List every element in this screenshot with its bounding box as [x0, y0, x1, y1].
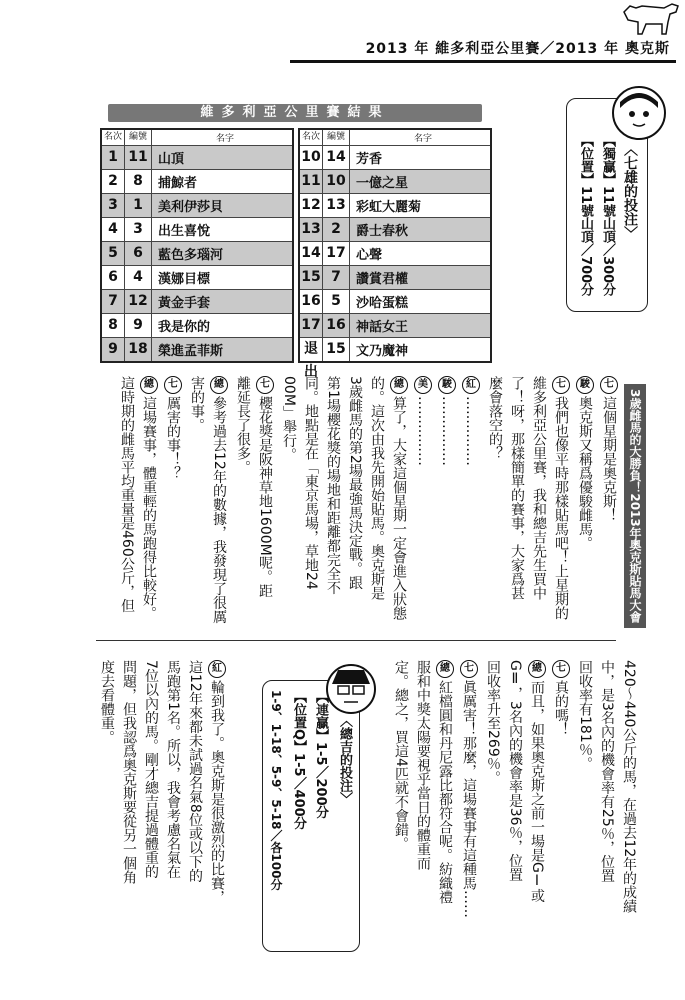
table-row	[102, 194, 292, 218]
dialogue-line	[96, 660, 228, 904]
speaker-icon: 總	[210, 376, 228, 394]
rank-cell: 6	[102, 266, 125, 289]
speaker-icon: 紅	[208, 660, 226, 678]
horse-icon	[620, 0, 682, 36]
results-table-left	[100, 128, 294, 363]
name-cell: 讚賞君權	[356, 272, 409, 287]
dialogue-text: 參考過去12年的數據，我發現了很厲 害的事。	[189, 376, 227, 624]
name-cell: 美利伊莎貝	[158, 200, 224, 215]
name-cell: 黃金手套	[158, 296, 211, 311]
dialogue-line	[186, 376, 230, 624]
number-cell: 14	[323, 146, 350, 169]
dialogue-text: 這場賽事，體重輕的馬跑得比較好。 這時期的雌馬平均重量是460公斤，但	[119, 376, 157, 620]
number-cell: 13	[323, 194, 350, 217]
dialogue-line	[232, 376, 276, 598]
name-cell: 山頂	[158, 152, 185, 167]
speaker-icon: 七	[164, 376, 182, 394]
pick-sou-line1: 【連贏】1-5／200分	[313, 690, 328, 819]
rank-cell: 17	[300, 314, 323, 337]
table-row	[102, 218, 292, 242]
dialogue-line	[482, 660, 548, 903]
number-cell: 1	[125, 194, 152, 217]
dialogue-line	[550, 660, 572, 736]
col-num: 編號	[125, 130, 152, 145]
rank-cell: 8	[102, 314, 125, 337]
avatar-sou	[326, 664, 376, 714]
table-row	[300, 194, 490, 218]
pick-seven-place: 【位置】11號山頂／700分	[578, 134, 593, 297]
dialogue-line	[278, 376, 410, 620]
speaker-icon: 七	[256, 376, 274, 394]
speaker-icon: 駿	[576, 376, 594, 394]
name-cell: 捕鯨者	[158, 176, 198, 191]
dialogue-line	[460, 376, 482, 466]
speaker-icon: 七	[552, 376, 570, 394]
rank-cell: 11	[300, 170, 323, 193]
dialogue-text: 算了，大家這個星期一定會進入狀態 的。這次由我先開始貼馬。奧克斯是 3歲雌馬的第2場最強馬決定戰。跟 第1場櫻花獎的場地和距離都完全不 同。地點是在「東京馬場，草地24 00M」舉行。	[281, 376, 407, 620]
table-row	[300, 146, 490, 170]
rank-cell: 12	[300, 194, 323, 217]
page-title: 2013 年 維多利亞公里賽／2013 年 奧克斯	[365, 41, 670, 57]
rank-cell: 5	[102, 242, 125, 265]
table-row	[300, 290, 490, 314]
number-cell: 3	[125, 218, 152, 241]
table-row	[102, 146, 292, 170]
number-cell: 6	[125, 242, 152, 265]
dialogue-line	[574, 660, 640, 913]
name-cell: 神話女王	[356, 320, 409, 335]
dialogue-text: 厲害的事！？	[165, 396, 181, 480]
speaker-icon: 七	[600, 376, 618, 394]
name-cell: 彩虹大麗菊	[356, 200, 422, 215]
dialogue-line	[116, 376, 160, 620]
rank-cell: 7	[102, 290, 125, 313]
number-cell: 2	[323, 218, 350, 241]
table-header	[102, 130, 292, 146]
results-table-right	[298, 128, 492, 380]
avatar-seven	[612, 86, 666, 140]
table-row	[102, 170, 292, 194]
dialogue-line	[412, 376, 434, 466]
table-row	[102, 266, 292, 290]
table-row	[300, 170, 490, 194]
rank-cell: 3	[102, 194, 125, 217]
table-row	[300, 314, 490, 338]
pick-sou-line3: 1-9、1-18、5-9、5-18／各100分	[269, 690, 283, 891]
pick-sou-line2: 【位置Q】1-5／400分	[291, 690, 306, 830]
header-rule	[290, 60, 676, 63]
table-row	[102, 290, 292, 314]
dialogue-line	[574, 376, 596, 550]
dialogue-text: 眞厲害！那麼，這場賽事有這種馬……	[461, 680, 477, 918]
name-cell: 沙哈蛋糕	[356, 296, 409, 311]
name-cell: 一億之星	[356, 176, 409, 191]
dialogue-text: 這個星期是奧克斯！	[601, 396, 617, 522]
col-rank: 名次	[300, 130, 323, 145]
pick-seven-title: 〈七雄的投注〉	[622, 142, 638, 240]
dialogue-text: 420～440公斤的馬，在過去12年的成績 中，是3名內的機會率有25％，位置 回收率有181％。	[577, 660, 637, 914]
dialogue-line	[436, 376, 458, 466]
number-cell: 7	[323, 266, 350, 289]
glasses-face-icon	[328, 666, 374, 712]
dialogue-text: 奧克斯又稱爲優駿雌馬。	[577, 396, 593, 550]
name-cell: 榮進孟菲斯	[158, 344, 224, 359]
face-icon	[614, 88, 664, 138]
dialogue-text: 我們也像平時那樣貼馬吧！上星期的 維多利亞公里賽，我和總吉先生買中 了！呀，那樣簡單的賽事，大家爲甚 麼會落空的？	[487, 376, 569, 620]
rank-cell: 14	[300, 242, 323, 265]
rank-cell: 退出	[300, 338, 323, 361]
speaker-icon: 七	[460, 660, 478, 678]
name-cell: 爵士春秋	[356, 224, 409, 239]
table-row	[300, 242, 490, 266]
speaker-icon: 總	[528, 660, 546, 678]
dialogue-text: 真的嗎！	[553, 680, 569, 736]
dialogue-line	[484, 376, 572, 620]
dialogue-line	[598, 376, 620, 522]
dialogue-text: 櫻花獎是阪神草地1600M呢。距 離延長了很多。	[235, 376, 273, 598]
speaker-icon: 美	[414, 376, 432, 394]
table-row	[300, 266, 490, 290]
rank-cell: 1	[102, 146, 125, 169]
dialogue-line	[390, 660, 456, 904]
table-header	[300, 130, 490, 146]
col-name: 名字	[215, 134, 234, 144]
table-row	[102, 242, 292, 266]
table-row	[102, 338, 292, 361]
dialogue-line	[162, 376, 184, 480]
col-num: 編號	[323, 130, 350, 145]
name-cell: 文乃魔神	[356, 344, 409, 359]
pick-seven-win: 【獨贏】11號山頂／300分	[600, 134, 615, 297]
table-row	[102, 314, 292, 338]
rank-cell: 13	[300, 218, 323, 241]
rank-cell: 9	[102, 338, 125, 361]
number-cell: 5	[323, 290, 350, 313]
number-cell: 18	[125, 338, 152, 361]
name-cell: 漢娜目標	[158, 272, 211, 287]
number-cell: 17	[323, 242, 350, 265]
name-cell: 芳香	[356, 152, 383, 167]
name-cell: 藍色多瑙河	[158, 248, 224, 263]
col-rank: 名次	[102, 130, 125, 145]
section-banner: 3歲雌馬的大勝負！2013年奧克斯貼馬大會	[624, 384, 646, 628]
section-divider	[96, 640, 616, 641]
dialogue-text: ……………	[463, 396, 479, 466]
dialogue-text: 而且，如果奧克斯之前一場是GⅠ或 GⅡ，3名內的機會率是36％，位置 回收率升至269％。	[485, 660, 545, 903]
speaker-icon: 七	[552, 660, 570, 678]
results-table	[100, 104, 490, 380]
name-cell: 心聲	[356, 248, 383, 263]
number-cell: 16	[323, 314, 350, 337]
rank-cell: 4	[102, 218, 125, 241]
speaker-icon: 總	[140, 376, 158, 394]
name-cell: 出生喜悅	[158, 224, 211, 239]
name-cell: 我是你的	[158, 320, 211, 335]
speaker-icon: 駿	[438, 376, 456, 394]
col-name: 名字	[413, 134, 432, 144]
number-cell: 10	[323, 170, 350, 193]
number-cell: 15	[323, 338, 350, 361]
number-cell: 4	[125, 266, 152, 289]
speaker-icon: 總	[390, 376, 408, 394]
table-row	[300, 218, 490, 242]
speaker-icon: 紅	[462, 376, 480, 394]
dialogue-line	[458, 660, 480, 918]
pick-sou-title: 〈總吉的投注〉	[337, 714, 352, 805]
rank-cell: 15	[300, 266, 323, 289]
results-banner: 維多利亞公里賽結果	[108, 104, 482, 122]
speaker-icon: 總	[436, 660, 454, 678]
number-cell: 8	[125, 170, 152, 193]
dialogue-text: 輪到我了。奧克斯是很激烈的比賽， 這12年來都未試過名氣8位或以下的 馬跑第1名。所以，我會考慮名氣在 7位以內的馬。剛才總吉提過體重的 問題，但我認爲奧克斯要從另一個角 度去看體重。	[99, 660, 225, 904]
rank-cell: 2	[102, 170, 125, 193]
rank-cell: 10	[300, 146, 323, 169]
number-cell: 12	[125, 290, 152, 313]
dialogue-text: ……………	[439, 396, 455, 466]
number-cell: 11	[125, 146, 152, 169]
page-header	[290, 36, 676, 62]
dialogue-text: 紅檔圓和丹尼露比都符合呢。紡織禮 服和中獎太陽要視乎當日的體重而 定。總之，買這4匹就不會錯。	[393, 660, 453, 904]
rank-cell: 16	[300, 290, 323, 313]
number-cell: 9	[125, 314, 152, 337]
dialogue-text: ……………	[415, 396, 431, 466]
table-row	[300, 338, 490, 380]
